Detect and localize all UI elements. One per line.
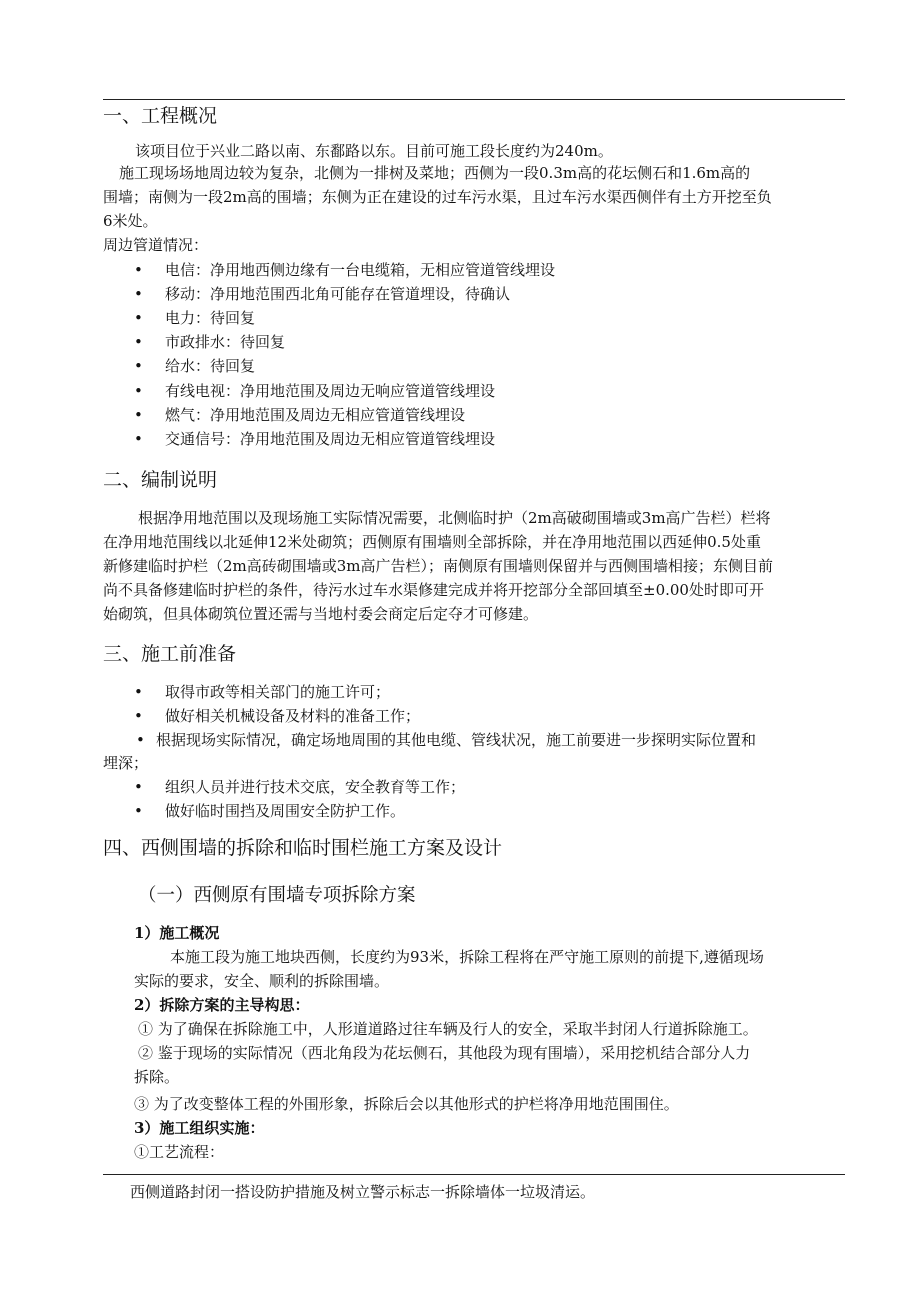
pipe-item-telecom: 电信：净用地西侧边缘有一台电缆箱，无相应管道管线埋设 xyxy=(165,261,556,279)
org-heading: 3）施工组织实施： xyxy=(134,1119,265,1137)
section-4-heading: 四、西侧围墙的拆除和临时围栏施工方案及设计 xyxy=(103,837,503,859)
footer-rule xyxy=(103,1174,845,1175)
section-2-heading: 二、编制说明 xyxy=(103,469,218,491)
header-rule xyxy=(103,99,845,100)
pipe-item-gas: 燃气：净用地范围及周边无相应管道管线埋设 xyxy=(165,406,466,424)
pipe-item-drainage: 市政排水：待回复 xyxy=(165,333,286,351)
bullet-icon: • xyxy=(134,778,143,796)
overview-line-2: 实际的要求，安全、顺利的拆除围墙。 xyxy=(134,972,390,990)
bullet-icon: • xyxy=(134,707,143,725)
bullet-icon: • xyxy=(134,382,143,400)
overview-line-1: 本施工段为施工地块西侧，长度约为93米，拆除工程将在严守施工原则的前提下,遵循现场 xyxy=(170,948,764,966)
pipe-item-water: 给水：待回复 xyxy=(165,357,256,375)
plan-heading: 2）拆除方案的主导构思： xyxy=(134,996,310,1014)
section-1-heading: 一、工程概况 xyxy=(103,105,218,127)
s2-line-2: 在净用地范围线以北延伸12米处砌筑；西侧原有围墙则全部拆除，并在净用地范围以西延伸0.5处重 xyxy=(103,533,761,551)
s2-line-3: 新修建临时护栏（2m高砖砌围墙或3m高广告栏）；南侧原有围墙则保留并与西侧围墙相接；东侧目前 xyxy=(103,557,774,575)
bullet-icon: • xyxy=(134,683,143,701)
pipe-item-traffic-signal: 交通信号：净用地范围及周边无相应管道管线埋设 xyxy=(165,430,496,448)
prep-item-survey: 根据现场实际情况，确定场地周围的其他电缆、管线状况，施工前要进一步探明实际位置和 xyxy=(156,731,757,749)
prep-item-briefing: 组织人员并进行技术交底，安全教育等工作； xyxy=(165,778,466,796)
bullet-icon: • xyxy=(134,309,143,327)
section-3-heading: 三、施工前准备 xyxy=(103,643,237,665)
prep-item-equipment: 做好相关机械设备及材料的准备工作； xyxy=(165,707,421,725)
s2-line-1: 根据净用地范围以及现场施工实际情况需要，北侧临时护（2m高破砌围墙或3m高广告栏）栏将 xyxy=(138,509,771,527)
plan-item-3: ③ 为了改变整体工程的外围形象，拆除后会以其他形式的护栏将净用地范围围住。 xyxy=(134,1095,679,1113)
bullet-icon: • xyxy=(134,802,143,820)
bullet-icon: • xyxy=(134,333,143,351)
plan-item-2-cont: 拆除。 xyxy=(134,1068,180,1086)
s1-paragraph-2-line-3: 6米处。 xyxy=(103,212,158,230)
flow-label: ①工艺流程： xyxy=(134,1143,225,1161)
pipes-label: 周边管道情况： xyxy=(103,236,209,254)
subsection-heading: （一）西侧原有围墙专项拆除方案 xyxy=(138,885,416,906)
bullet-icon: • xyxy=(134,430,143,448)
prep-item-survey-cont: 埋深； xyxy=(103,754,149,772)
bullet-icon: • xyxy=(136,731,145,749)
flow-steps: 西侧道路封闭一搭设防护措施及树立警示标志一拆除墙体一垃圾清运。 xyxy=(130,1183,596,1201)
bullet-icon: • xyxy=(134,406,143,424)
overview-heading: 1）施工概况 xyxy=(134,924,220,942)
bullet-icon: • xyxy=(134,261,143,279)
s2-line-4: 尚不具备修建临时护栏的条件，待污水过车水渠修建完成并将开挖部分全部回填至±0.00处时即可开 xyxy=(103,581,764,599)
s2-line-5: 始砌筑，但具体砌筑位置还需与当地村委会商定后定夺才可修建。 xyxy=(103,605,539,623)
pipe-item-mobile: 移动：净用地范围西北角可能存在管道埋设，待确认 xyxy=(165,285,511,303)
s1-paragraph-1: 该项目位于兴业二路以南、东鄱路以东。目前可施工段长度约为240m。 xyxy=(135,142,613,160)
prep-item-fencing: 做好临时围挡及周围安全防护工作。 xyxy=(165,802,406,820)
pipe-item-power: 电力：待回复 xyxy=(165,309,256,327)
bullet-icon: • xyxy=(134,357,143,375)
pipe-item-cable-tv: 有线电视：净用地范围及周边无响应管道管线埋设 xyxy=(165,382,496,400)
s1-paragraph-2-line-2: 围墙；南侧为一段2m高的围墙；东侧为正在建设的过车污水渠，且过车污水渠西侧伴有土方开挖至负 xyxy=(103,188,772,206)
s1-paragraph-2-line-1: 施工现场场地周边较为复杂，北侧为一排树及菜地；西侧为一段0.3m高的花坛侧石和1.6m高的 xyxy=(119,164,751,182)
bullet-icon: • xyxy=(134,285,143,303)
plan-item-1: ① 为了确保在拆除施工中，人形道道路过往车辆及行人的安全，采取半封闭人行道拆除施工。 xyxy=(138,1020,758,1038)
plan-item-2: ② 鉴于现场的实际情况（西北角段为花坛侧石，其他段为现有围墙），采用挖机结合部分人力 xyxy=(138,1044,751,1062)
prep-item-permit: 取得市政等相关部门的施工许可； xyxy=(165,683,391,701)
